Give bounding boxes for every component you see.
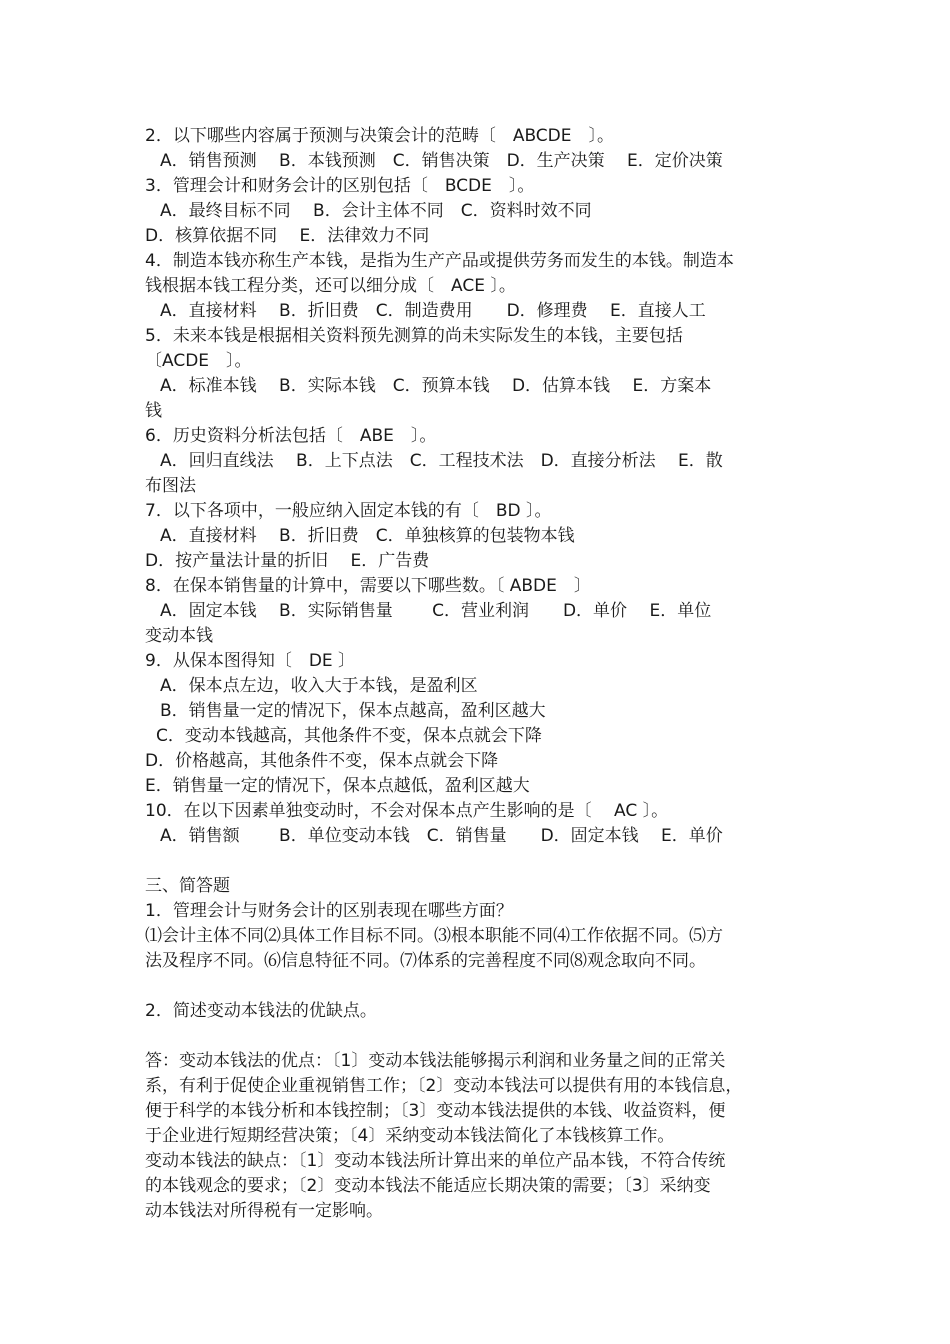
question-9-option-a: A．保本点左边，收入大于本钱，是盈利区 — [160, 676, 478, 696]
short-answer-2: 2．简述变动本钱法的优缺点。 — [145, 1001, 377, 1021]
question-8: 8．在保本销售量的计算中，需要以下哪些数。〔 ABDE 〕 — [145, 576, 591, 596]
short-answer-2-answer-5: 变动本钱法的缺点：〔1〕变动本钱法所计算出来的单位产品本钱，不符合传统 — [145, 1151, 726, 1171]
question-5-answer: 〔ACDE 〕。 — [145, 351, 252, 371]
short-answer-2-answer-1: 答：变动本钱法的优点：〔1〕变动本钱法能够揭示利润和业务量之间的正常关 — [145, 1051, 726, 1071]
question-5-options-cont: 钱 — [145, 401, 162, 421]
question-5: 5．未来本钱是根据相关资料预先测算的尚未实际发生的本钱，主要包括 — [145, 326, 683, 346]
question-9-option-e: E．销售量一定的情况下，保本点越低，盈利区越大 — [145, 776, 530, 796]
question-3: 3．管理会计和财务会计的区别包括〔 BCDE 〕。 — [145, 176, 535, 196]
question-9-option-c: C．变动本钱越高，其他条件不变，保本点就会下降 — [156, 726, 542, 746]
question-2: 2．以下哪些内容属于预测与决策会计的范畴〔 ABCDE 〕。 — [145, 126, 615, 146]
question-7: 7．以下各项中，一般应纳入固定本钱的有〔 BD 〕。 — [145, 501, 552, 521]
question-6-options-cont: 布图法 — [145, 476, 196, 496]
short-answer-2-answer-3: 便于科学的本钱分析和本钱控制；〔3〕变动本钱法提供的本钱、收益资料，便 — [145, 1101, 726, 1121]
short-answer-2-answer-7: 动本钱法对所得税有一定影响。 — [145, 1201, 383, 1221]
question-4: 4．制造本钱亦称生产本钱，是指为生产产品或提供劳务而发生的本钱。制造本 — [145, 251, 734, 271]
short-answer-1-answer: ⑴会计主体不同⑵具体工作目标不同。⑶根本职能不同⑷工作依据不同。⑸方 — [145, 926, 723, 946]
question-10: 10．在以下因素单独变动时，不会对保本点产生影响的是〔 AC 〕。 — [145, 801, 669, 821]
question-4-cont: 钱根据本钱工程分类，还可以细分成〔 ACE 〕。 — [145, 276, 516, 296]
question-6: 6．历史资料分析法包括〔 ABE 〕。 — [145, 426, 437, 446]
question-9-option-b: B．销售量一定的情况下，保本点越高，盈利区越大 — [160, 701, 546, 721]
section-heading-short-answer: 三、简答题 — [145, 876, 230, 896]
question-7-options-1: A．直接材料 B．折旧费 C．单独核算的包装物本钱 — [160, 526, 575, 546]
short-answer-1: 1．管理会计与财务会计的区别表现在哪些方面？ — [145, 901, 513, 921]
question-9: 9．从保本图得知〔 DE 〕 — [145, 651, 356, 671]
short-answer-2-answer-6: 的本钱观念的要求；〔2〕变动本钱法不能适应长期决策的需要；〔3〕采纳变 — [145, 1176, 711, 1196]
question-10-options: A．销售额 B．单位变动本钱 C．销售量 D．固定本钱 E．单价 — [160, 826, 723, 846]
question-3-options-1: A．最终目标不同 B．会计主体不同 C．资料时效不同 — [160, 201, 592, 221]
question-7-options-2: D．按产量法计量的折旧 E．广告费 — [145, 551, 430, 571]
short-answer-1-answer-cont: 法及程序不同。⑹信息特征不同。⑺体系的完善程度不同⑻观念取向不同。 — [145, 951, 706, 971]
question-2-options: A．销售预测 B．本钱预测 C．销售决策 D．生产决策 E．定价决策 — [160, 151, 723, 171]
question-5-options: A．标准本钱 B．实际本钱 C．预算本钱 D．估算本钱 E．方案本 — [160, 376, 712, 396]
short-answer-2-answer-2: 系，有利于促使企业重视销售工作；〔2〕变动本钱法可以提供有用的本钱信息， — [145, 1076, 743, 1096]
question-9-option-d: D．价格越高，其他条件不变，保本点就会下降 — [145, 751, 499, 771]
short-answer-2-answer-4: 于企业进行短期经营决策；〔4〕采纳变动本钱法简化了本钱核算工作。 — [145, 1126, 675, 1146]
question-4-options: A．直接材料 B．折旧费 C．制造费用 D．修理费 E．直接人工 — [160, 301, 706, 321]
question-3-options-2: D．核算依据不同 E．法律效力不同 — [145, 226, 430, 246]
question-8-options: A．固定本钱 B．实际销售量 C．营业利润 D．单价 E．单位 — [160, 601, 712, 621]
question-6-options: A．回归直线法 B．上下点法 C．工程技术法 D．直接分析法 E．散 — [160, 451, 723, 471]
question-8-options-cont: 变动本钱 — [145, 626, 213, 646]
